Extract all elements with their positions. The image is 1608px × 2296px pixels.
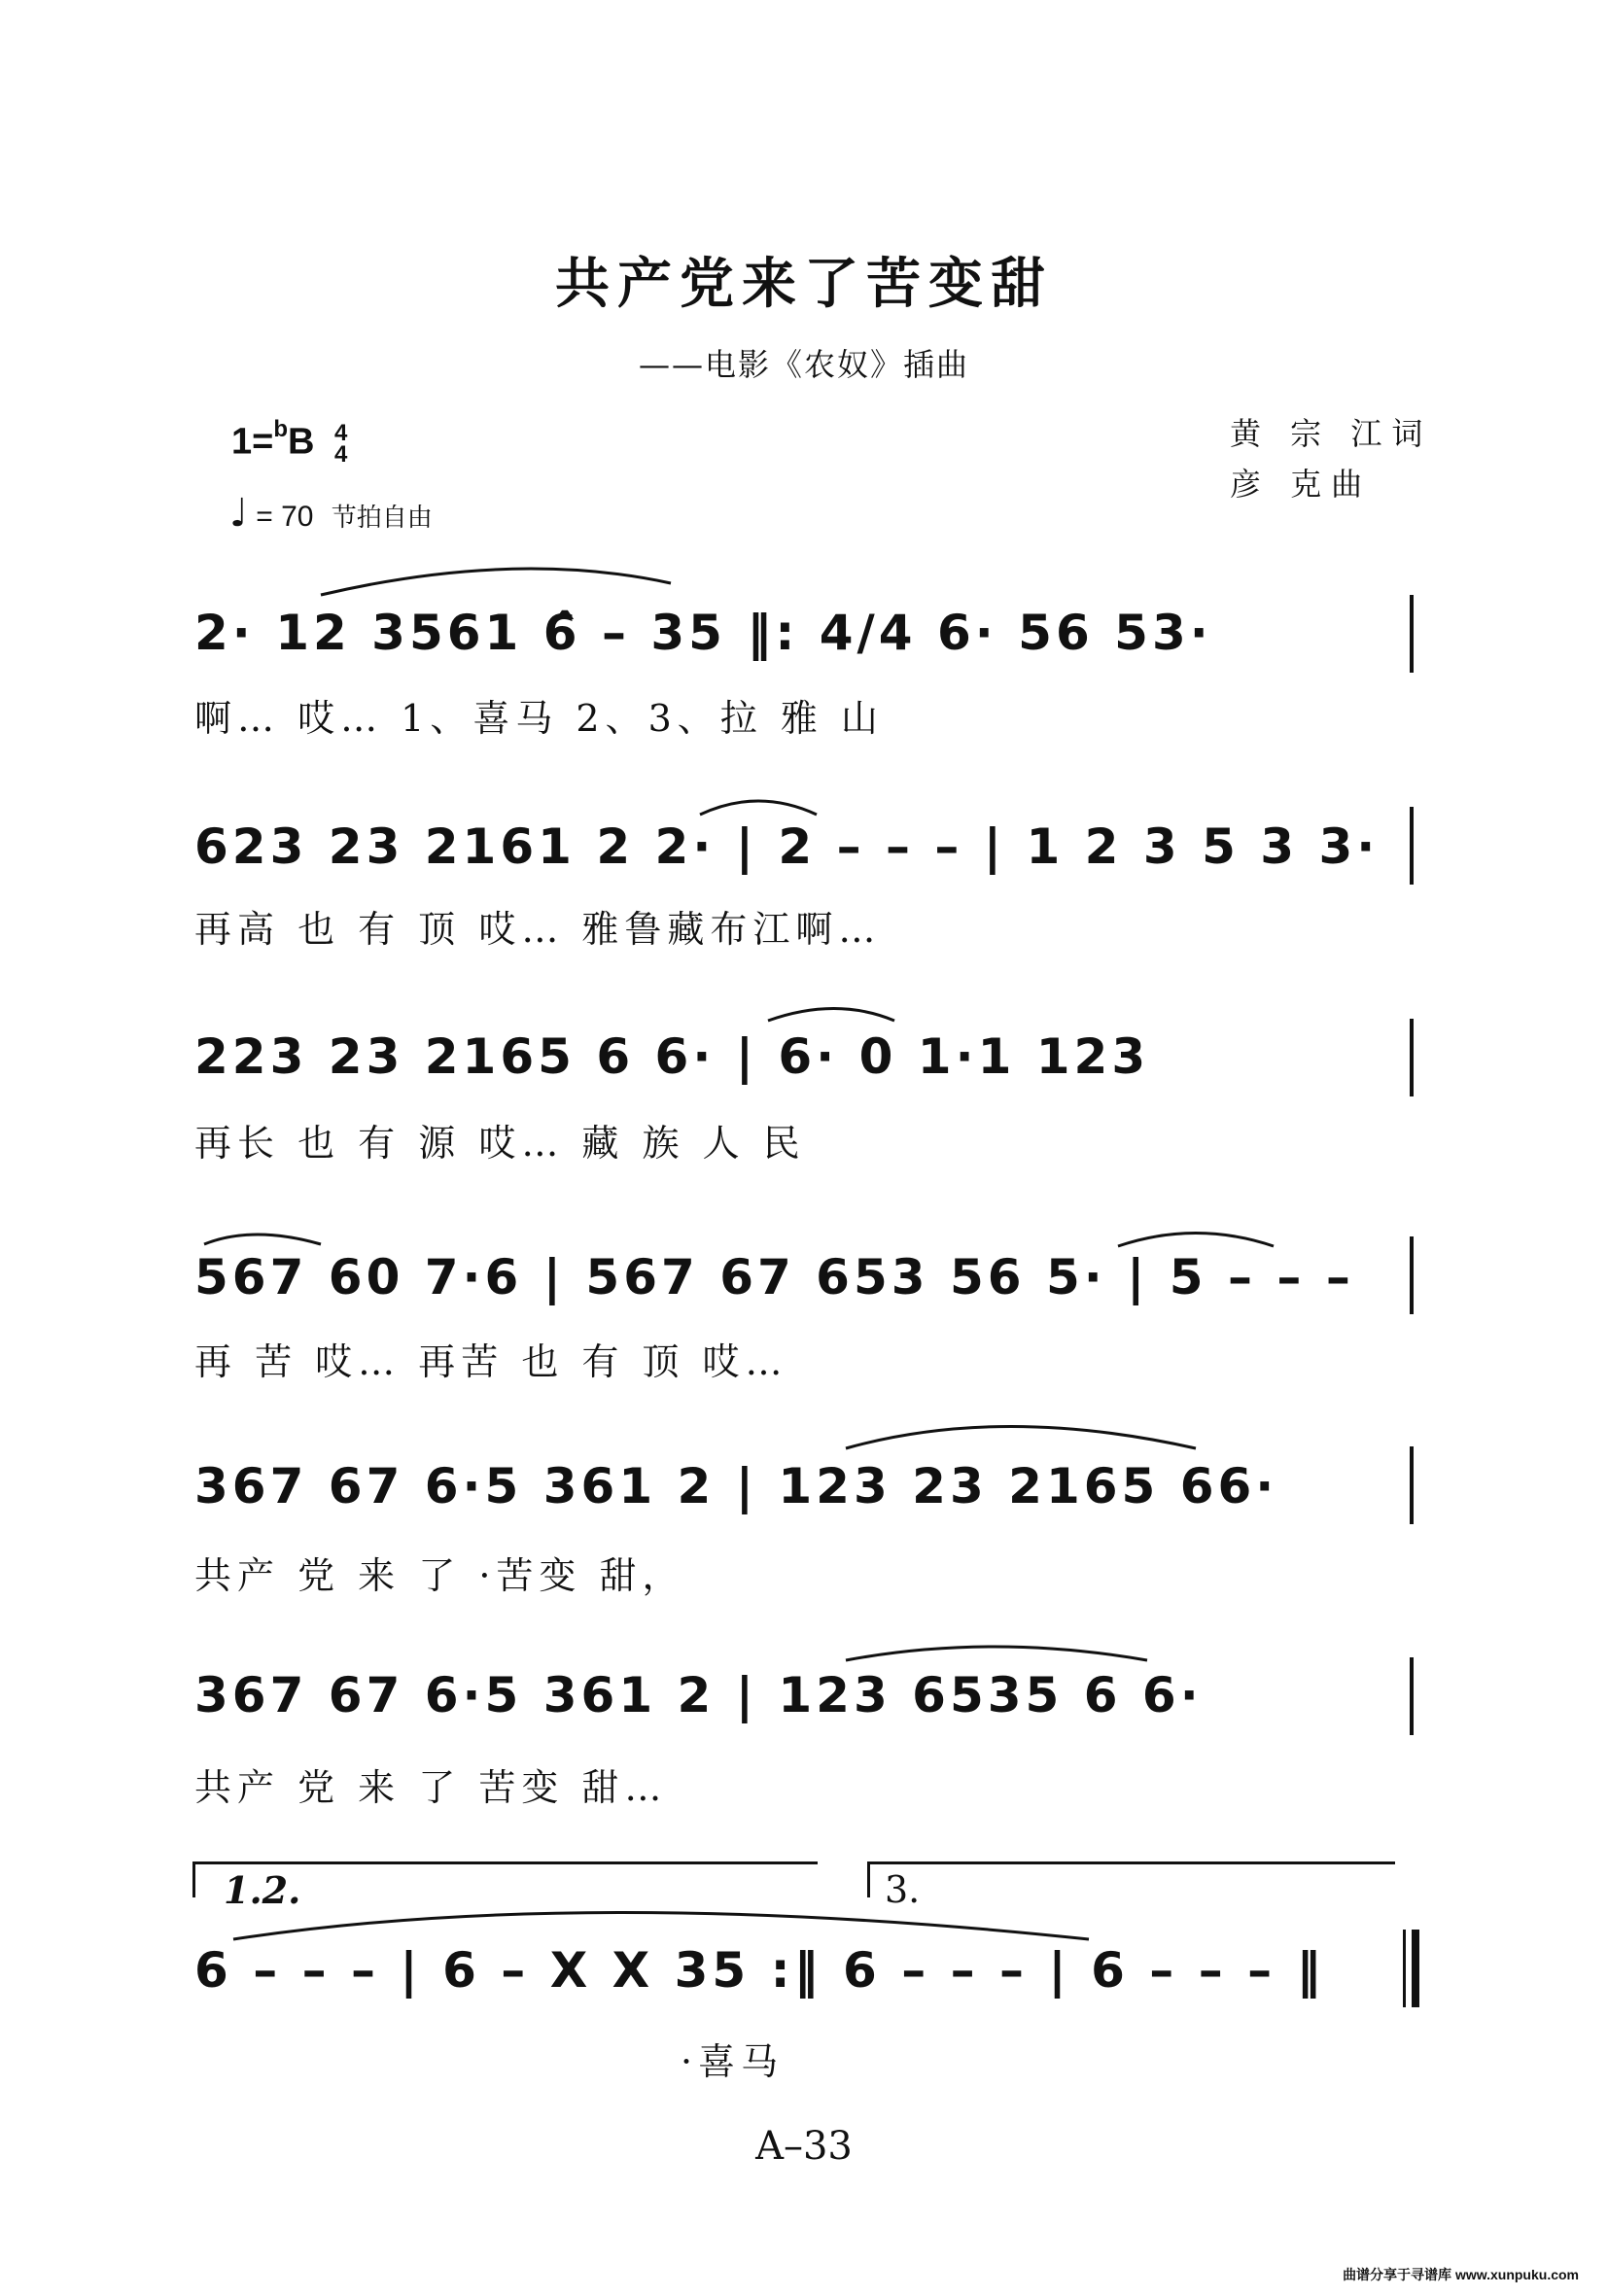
time-signature-bottom: 4	[334, 440, 348, 468]
tempo-note: 节拍自由	[331, 503, 433, 532]
composer: 彦 克曲	[1230, 466, 1373, 503]
flat-sign: b	[273, 416, 288, 442]
score-line-3-notes: 223 23 2165 6 6· | 6· 0 1·1 123	[194, 1028, 1150, 1085]
page-title: 共产党来了苦变甜	[555, 252, 1053, 316]
score-line-6-notes: 367 67 6·5 361 2 | 123 6535 6 6·	[194, 1667, 1203, 1723]
quarter-note-icon: ♩	[229, 491, 248, 536]
score-line-7-lyrics: ·喜马	[681, 2040, 785, 2083]
score-line-4-notes: 567 60 7·6 | 567 67 653 56 5· | 5 – – –	[194, 1249, 1354, 1305]
score-line-1-notes: 2· 12 3561 6̂ – 35 ‖: 4/4 6· 56 53·	[194, 605, 1212, 661]
slur	[321, 569, 671, 595]
first-ending-label: 1.2.	[224, 1868, 301, 1912]
slur	[846, 1647, 1147, 1660]
slur	[233, 1913, 1089, 1940]
slur	[204, 1235, 321, 1244]
key-tonic: B	[288, 421, 315, 463]
score-line-4-lyrics: 再 苦 哎… 再苦 也 有 顶 哎…	[194, 1340, 788, 1383]
score-line-2-lyrics: 再高 也 有 顶 哎… 雅鲁藏布江啊…	[194, 908, 882, 951]
footer-watermark: 曲谱分享于寻谱库 www.xunpuku.com	[1343, 2267, 1579, 2282]
page-number: A–33	[755, 2124, 853, 2169]
subtitle: ——电影《农奴》插曲	[638, 346, 969, 383]
second-ending-label: 3.	[885, 1868, 921, 1911]
slur	[1118, 1234, 1274, 1247]
score-line-1-lyrics: 啊… 哎… 1、喜马 2、3、拉 雅 山	[194, 697, 884, 740]
score-line-7-notes: 6 – – – | 6 – X X 35 :‖ 6 – – – | 6 – – – ‖	[194, 1942, 1325, 1999]
score-line-5-notes: 367 67 6·5 361 2 | 123 23 2165 66·	[194, 1458, 1278, 1514]
tempo-value: = 70	[256, 501, 314, 533]
score-line-3-lyrics: 再长 也 有 源 哎… 藏 族 人 民	[194, 1122, 806, 1165]
score-line-2-notes: 623 23 2161 2 2· | 2 – – – | 1 2 3 5 3 3·	[194, 818, 1380, 875]
slur	[700, 801, 817, 815]
time-signature-top: 4	[334, 419, 348, 446]
key-label: 1=	[231, 421, 274, 463]
score-line-5-lyrics: 共产 党 来 了 ·苦变 甜，	[194, 1554, 685, 1597]
score-line-6-lyrics: 共产 党 来 了 苦变 甜…	[194, 1766, 668, 1809]
lyricist: 黄 宗 江词	[1230, 415, 1433, 452]
slur	[846, 1427, 1196, 1449]
slur	[768, 1009, 894, 1022]
